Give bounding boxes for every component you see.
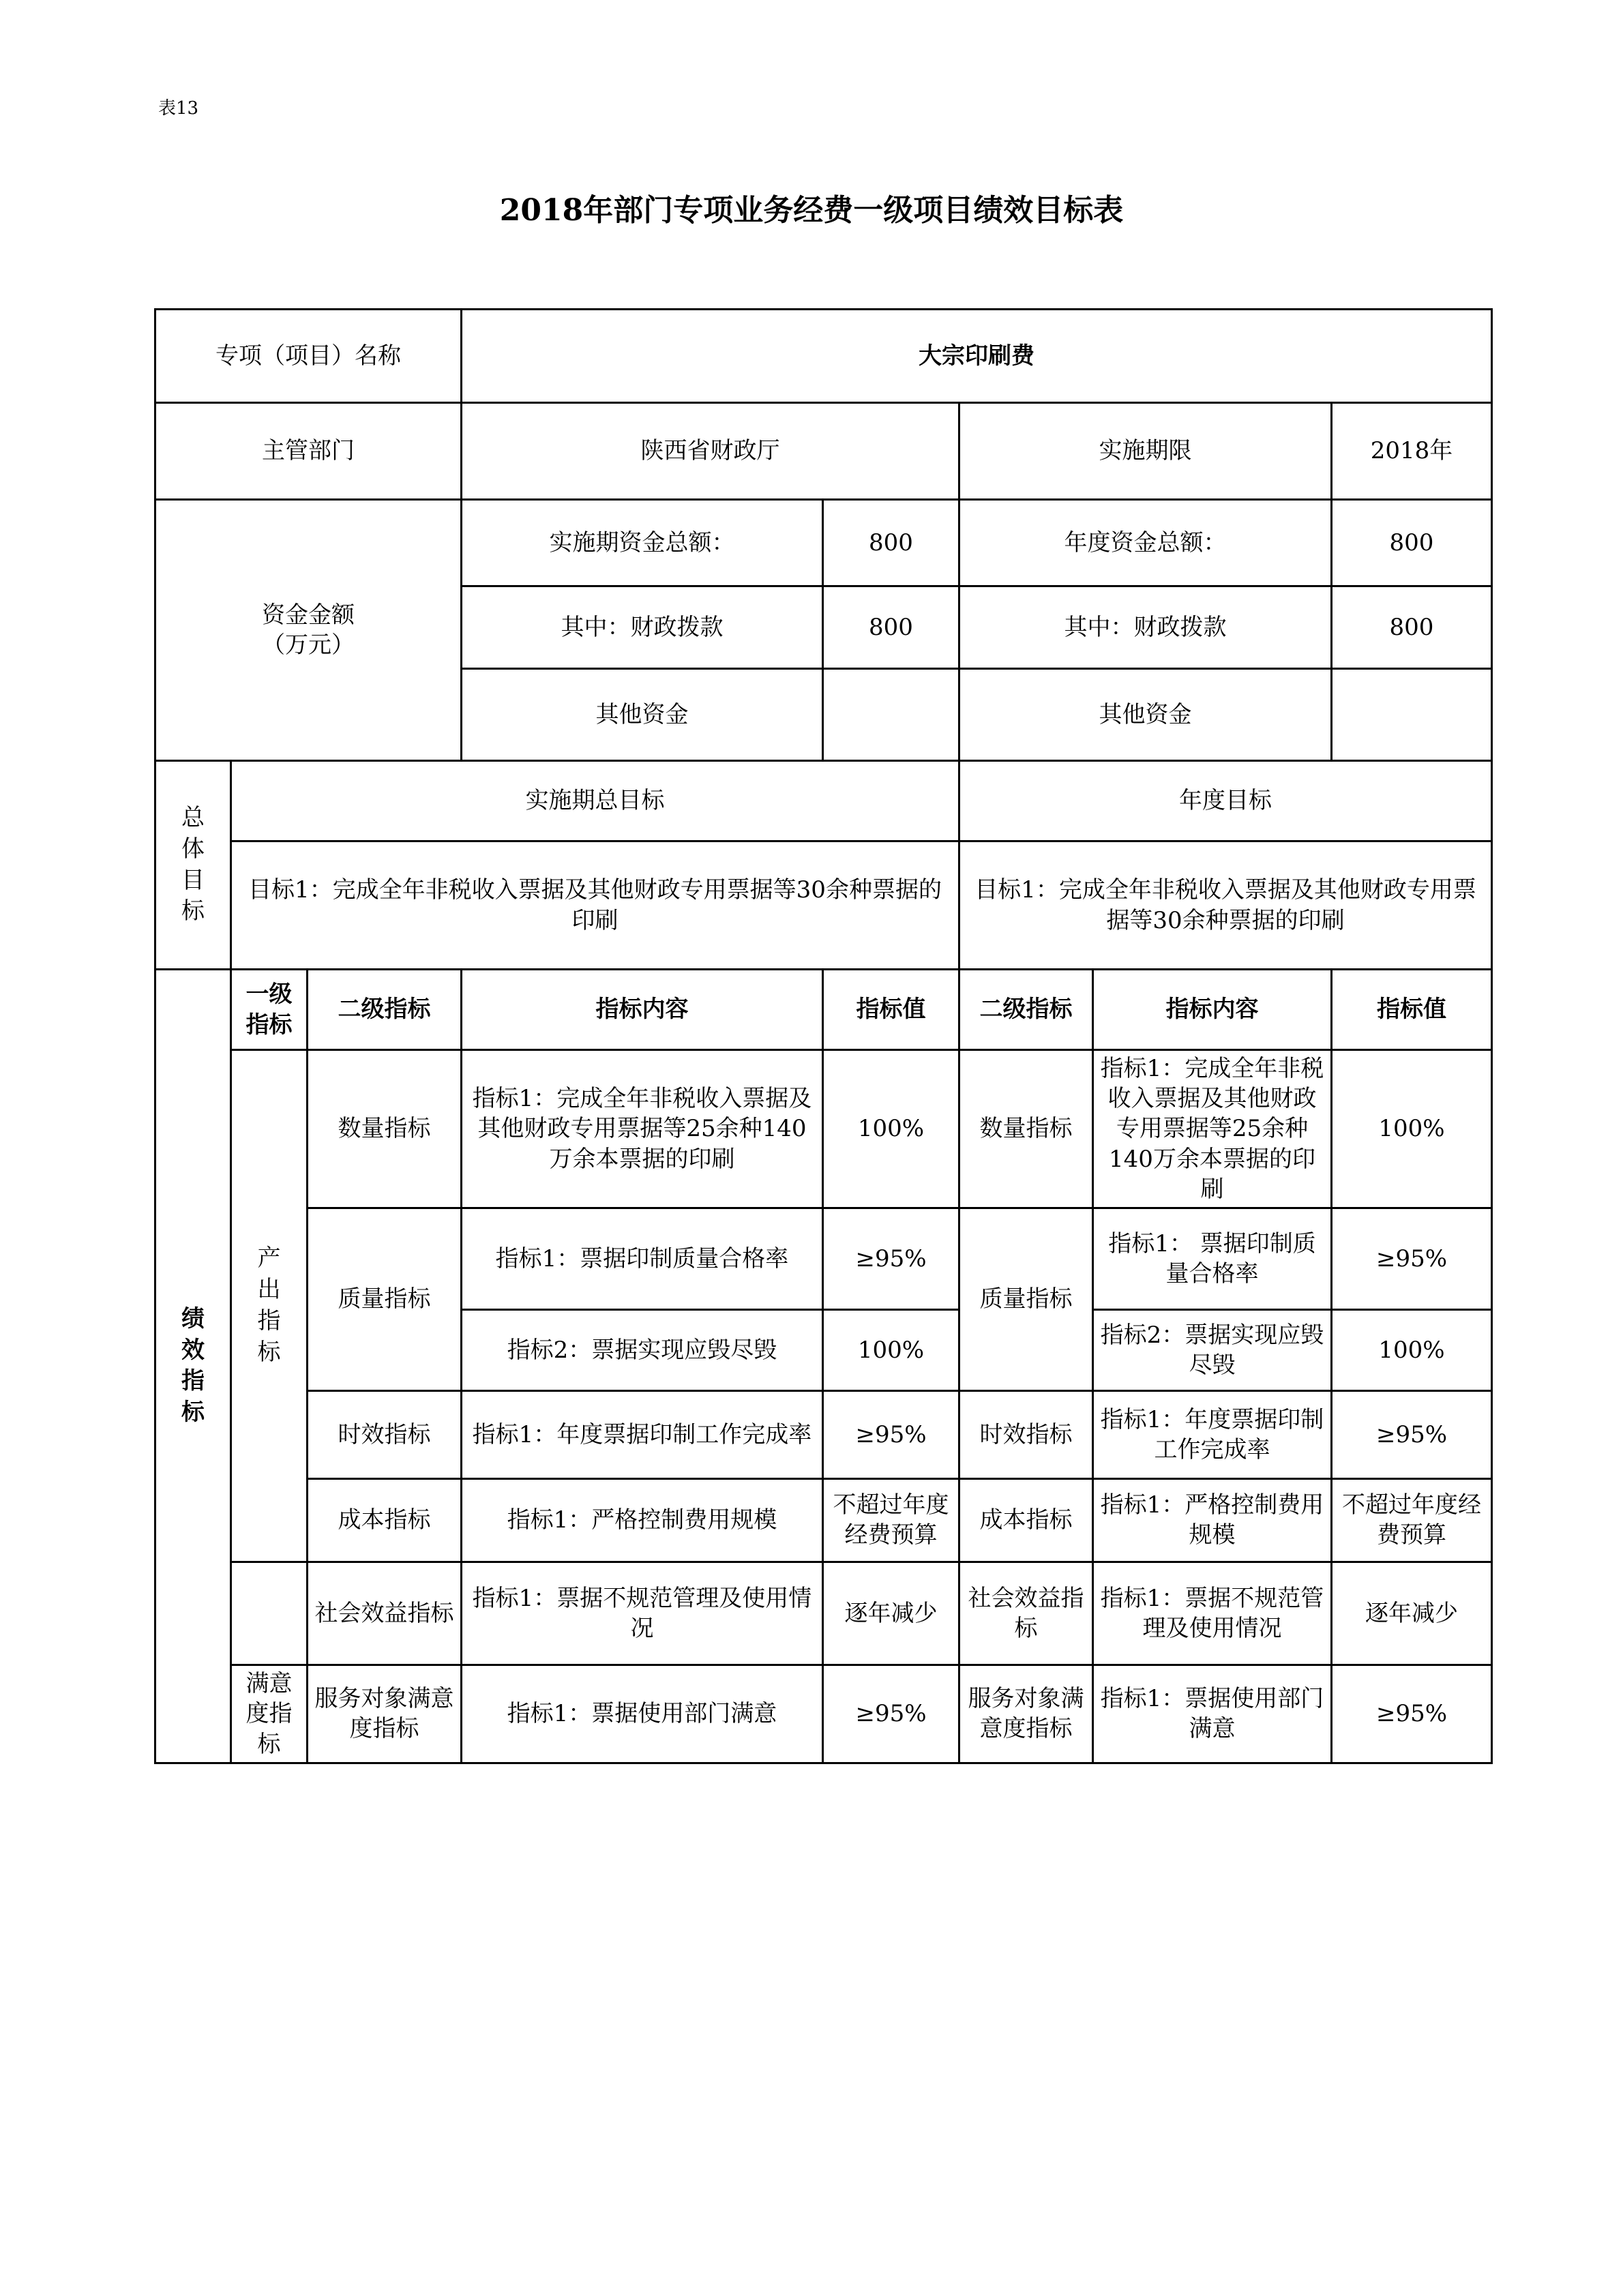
quantity-value: 100% [823,1050,959,1208]
quantity-level2: 数量指标 [308,1050,462,1208]
cost-value: 不超过年度经费预算 [823,1478,959,1562]
quantity-content: 指标1：完成全年非税收入票据及其他财政专用票据等25余种140万余本票据的印刷 [462,1050,823,1208]
cost-value-year: 不超过年度经费预算 [1332,1478,1492,1562]
impl-other-value [823,669,959,761]
year-other-label: 其他资金 [959,669,1332,761]
impl-total-value: 800 [823,500,959,586]
quality-level2: 质量指标 [308,1208,462,1390]
satisfaction-value-year: ≥95% [1332,1665,1492,1763]
perf-indicator-label: 绩效指标 [155,970,231,1763]
quantity-level2-year: 数量指标 [959,1050,1093,1208]
overall-goal-label: 总体目标 [155,761,231,970]
satisfaction-content-year: 指标1：票据使用部门满意 [1093,1665,1332,1763]
social-content: 指标1：票据不规范管理及使用情况 [462,1562,823,1665]
quality-value-year-2: 100% [1332,1309,1492,1390]
header-level2: 二级指标 [308,970,462,1050]
header-value-year: 指标值 [1332,970,1492,1050]
satisfaction-level2: 服务对象满意度指标 [308,1665,462,1763]
satisfaction-indicator-label: 满意度指标 [231,1665,308,1763]
table-number: 表13 [158,98,199,119]
social-value-year: 逐年减少 [1332,1562,1492,1665]
benefit-indicator-label [231,1562,308,1665]
output-indicator-label: 产出指标 [231,1050,308,1562]
department-value: 陕西省财政厅 [462,403,959,500]
impl-goal-text: 目标1：完成全年非税收入票据及其他财政专用票据等30余种票据的印刷 [231,841,959,970]
funds-label-line2: （万元） [262,631,355,659]
impl-other-label: 其他资金 [462,669,823,761]
social-value: 逐年减少 [823,1562,959,1665]
header-value: 指标值 [823,970,959,1050]
cost-content: 指标1：严格控制费用规模 [462,1478,823,1562]
cost-level2: 成本指标 [308,1478,462,1562]
project-name-label: 专项（项目）名称 [155,310,462,403]
quality-content-1: 指标1：票据印制质量合格率 [462,1208,823,1309]
timeliness-content: 指标1：年度票据印制工作完成率 [462,1390,823,1478]
impl-total-label: 实施期资金总额： [462,500,823,586]
quality-content-year-1: 指标1： 票据印制质量合格率 [1093,1208,1332,1309]
year-goal-header: 年度目标 [959,761,1492,841]
period-value: 2018年 [1332,403,1492,500]
quality-content-year-2: 指标2：票据实现应毁尽毁 [1093,1309,1332,1390]
timeliness-content-year: 指标1：年度票据印制工作完成率 [1093,1390,1332,1478]
quality-level2-year: 质量指标 [959,1208,1093,1390]
quality-value-2: 100% [823,1309,959,1390]
timeliness-value: ≥95% [823,1390,959,1478]
funds-label-line1: 资金金额 [262,601,355,629]
quality-content-2: 指标2：票据实现应毁尽毁 [462,1309,823,1390]
year-other-value [1332,669,1492,761]
header-level2-year: 二级指标 [959,970,1093,1050]
satisfaction-value: ≥95% [823,1665,959,1763]
period-label: 实施期限 [959,403,1332,500]
timeliness-level2-year: 时效指标 [959,1390,1093,1478]
cost-level2-year: 成本指标 [959,1478,1093,1562]
project-name-value: 大宗印刷费 [462,310,1492,403]
social-content-year: 指标1：票据不规范管理及使用情况 [1093,1562,1332,1665]
timeliness-value-year: ≥95% [1332,1390,1492,1478]
quantity-value-year: 100% [1332,1050,1492,1208]
quantity-content-year: 指标1：完成全年非税收入票据及其他财政专用票据等25余种140万余本票据的印刷 [1093,1050,1332,1208]
cost-content-year: 指标1：严格控制费用规模 [1093,1478,1332,1562]
header-content: 指标内容 [462,970,823,1050]
impl-fiscal-label: 其中：财政拨款 [462,586,823,669]
quality-value-1: ≥95% [823,1208,959,1309]
year-fiscal-label: 其中：财政拨款 [959,586,1332,669]
header-level1: 一级指标 [231,970,308,1050]
timeliness-level2: 时效指标 [308,1390,462,1478]
satisfaction-content: 指标1：票据使用部门满意 [462,1665,823,1763]
year-fiscal-value: 800 [1332,586,1492,669]
year-goal-text: 目标1：完成全年非税收入票据及其他财政专用票据等30余种票据的印刷 [959,841,1492,970]
header-content-year: 指标内容 [1093,970,1332,1050]
department-label: 主管部门 [155,403,462,500]
social-level2: 社会效益指标 [308,1562,462,1665]
social-level2-year: 社会效益指标 [959,1562,1093,1665]
performance-target-table [154,308,1493,1764]
year-total-value: 800 [1332,500,1492,586]
quality-value-year-1: ≥95% [1332,1208,1492,1309]
impl-fiscal-value: 800 [823,586,959,669]
funds-label [155,500,462,761]
page-title: 2018年部门专项业务经费一级项目绩效目标表 [499,193,1124,228]
impl-goal-header: 实施期总目标 [231,761,959,841]
year-total-label: 年度资金总额： [959,500,1332,586]
satisfaction-level2-year: 服务对象满意度指标 [959,1665,1093,1763]
